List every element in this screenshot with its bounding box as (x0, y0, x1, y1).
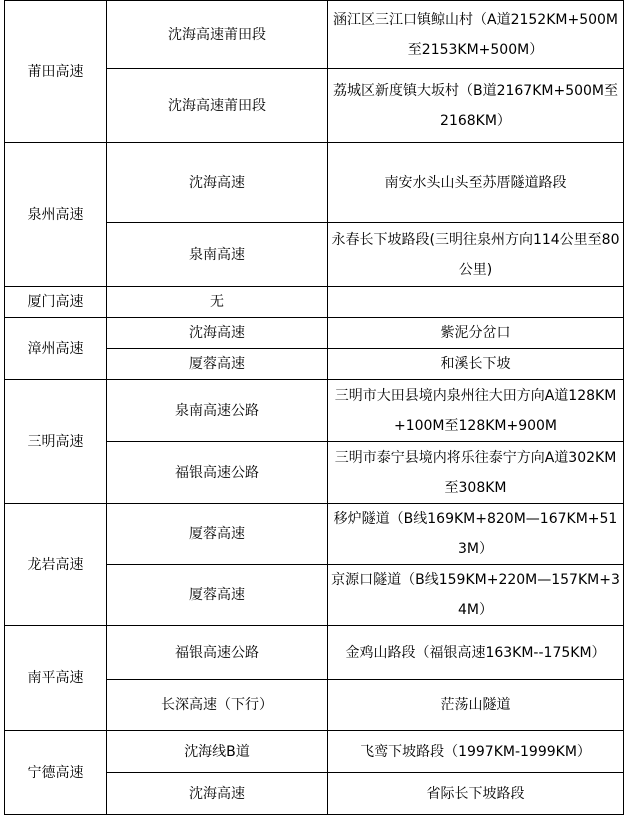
location-cell: 京源口隧道（B线159KM+220M—157KM+34M） (328, 565, 624, 626)
location-cell: 南安水头山头至苏厝隧道路段 (328, 143, 624, 223)
location-cell: 三明市大田县境内泉州往大田方向A道128KM+100M至128KM+900M (328, 380, 624, 442)
table-row (5, 287, 624, 318)
road-cell: 厦蓉高速 (107, 349, 328, 380)
road-cell: 泉南高速 (107, 223, 328, 287)
table-body (5, 1, 624, 815)
location-cell: 茫荡山隧道 (328, 680, 624, 731)
location-cell: 永春长下坡路段(三明往泉州方向114公里至80公里) (328, 223, 624, 287)
region-cell: 三明高速 (5, 380, 107, 504)
road-cell: 沈海高速 (107, 318, 328, 349)
road-cell: 厦蓉高速 (107, 504, 328, 565)
location-cell: 金鸡山路段（福银高速163KM--175KM） (328, 626, 624, 680)
region-cell: 泉州高速 (5, 143, 107, 287)
location-cell: 紫泥分岔口 (328, 318, 624, 349)
road-cell: 沈海高速 (107, 773, 328, 815)
road-cell: 沈海高速莆田段 (107, 1, 328, 69)
region-cell: 漳州高速 (5, 318, 107, 380)
road-cell: 福银高速公路 (107, 442, 328, 504)
road-cell: 泉南高速公路 (107, 380, 328, 442)
table-row (5, 1, 624, 69)
road-cell: 沈海高速 (107, 143, 328, 223)
table-row (5, 143, 624, 223)
region-cell: 莆田高速 (5, 1, 107, 143)
road-cell: 无 (107, 287, 328, 318)
region-cell: 南平高速 (5, 626, 107, 731)
region-cell: 厦门高速 (5, 287, 107, 318)
table-row (5, 731, 624, 773)
location-cell: 涵江区三江口镇鲸山村（A道2152KM+500M至2153KM+500M） (328, 1, 624, 69)
table-row (5, 318, 624, 349)
location-cell: 荔城区新度镇大坂村（B道2167KM+500M至2168KM） (328, 69, 624, 143)
region-cell: 宁德高速 (5, 731, 107, 815)
location-cell: 省际长下坡路段 (328, 773, 624, 815)
road-cell: 福银高速公路 (107, 626, 328, 680)
road-cell: 沈海高速莆田段 (107, 69, 328, 143)
region-cell: 龙岩高速 (5, 504, 107, 626)
road-cell: 厦蓉高速 (107, 565, 328, 626)
location-cell: 和溪长下坡 (328, 349, 624, 380)
table-row (5, 380, 624, 442)
location-cell: 三明市泰宁县境内将乐往泰宁方向A道302KM至308KM (328, 442, 624, 504)
table-row (5, 626, 624, 680)
expressway-table (4, 0, 624, 815)
road-cell: 沈海线B道 (107, 731, 328, 773)
location-cell: 移炉隧道（B线169KM+820M—167KM+513M） (328, 504, 624, 565)
location-cell: 飞鸾下坡路段（1997KM-1999KM） (328, 731, 624, 773)
road-cell: 长深高速（下行） (107, 680, 328, 731)
location-cell (328, 287, 624, 318)
table-row (5, 504, 624, 565)
